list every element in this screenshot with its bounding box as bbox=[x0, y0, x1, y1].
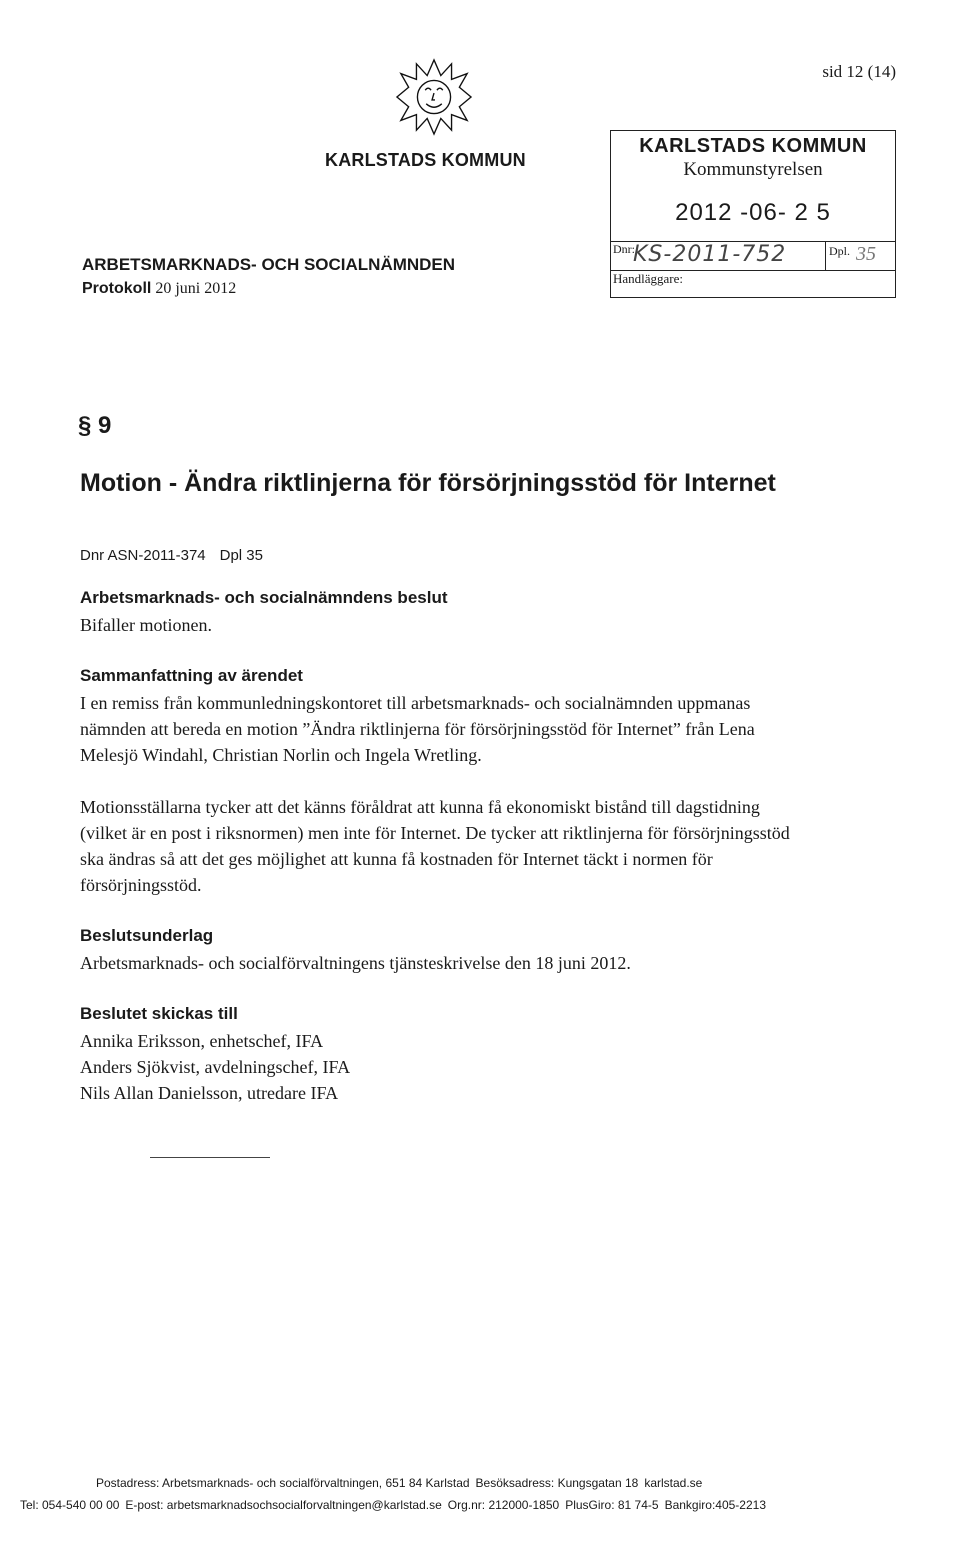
footer-web: karlstad.se bbox=[644, 1476, 703, 1490]
summary-paragraph: Motionsställarna tycker att det känns föråldrat att kunna få ekonomiskt bistånd till dagstidning (vilket är en post i riksnormen) men inte för Internet. De tycker att riktlinjerna för försörjningsstöd ska ändras så att det ges möjlighet att kunna få kostnaden för Internet täckt i normen för försörjningsstöd. bbox=[80, 797, 790, 895]
section-number: § 9 bbox=[78, 412, 112, 439]
decision-heading: Arbetsmarknads- och socialnämndens beslut bbox=[80, 588, 448, 607]
summary-heading: Sammanfattning av ärendet bbox=[80, 666, 303, 685]
protocol-label: Protokoll bbox=[82, 280, 152, 297]
protocol-date: 20 juni 2012 bbox=[155, 280, 237, 297]
stamp-organization: KARLSTADS KOMMUN bbox=[639, 135, 867, 157]
stamp-dnr-row bbox=[611, 241, 895, 271]
footer-email: E-post: arbetsmarknadsochsocialforvaltningen@karlstad.se bbox=[125, 1498, 442, 1512]
reference-dnr: Dnr ASN-2011-374 bbox=[80, 547, 206, 564]
protocol-line bbox=[82, 280, 236, 298]
stamp-dpl-label: Dpl. bbox=[829, 244, 850, 258]
decision-text: Bifaller motionen. bbox=[80, 615, 212, 635]
committee-name: ARBETSMARKNADS- OCH SOCIALNÄMNDEN bbox=[82, 255, 456, 274]
reference-line bbox=[80, 547, 263, 564]
footer-visit: Besöksadress: Kungsgatan 18 bbox=[475, 1476, 639, 1490]
registration-stamp bbox=[610, 130, 896, 298]
sent-to-heading: Beslutet skickas till bbox=[80, 1004, 238, 1023]
sun-face-icon bbox=[395, 58, 473, 136]
stamp-department: Kommunstyrelsen bbox=[683, 159, 823, 180]
recipient-item: Annika Eriksson, enhetschef, IFA bbox=[80, 1031, 324, 1051]
stamp-dnr-value: KS-2011-752 bbox=[633, 242, 787, 267]
recipient-item: Anders Sjökvist, avdelningschef, IFA bbox=[80, 1057, 351, 1077]
footer-plusgiro: PlusGiro: 81 74-5 bbox=[565, 1498, 659, 1512]
footer-bankgiro: Bankgiro:405-2213 bbox=[664, 1498, 766, 1512]
basis-heading: Beslutsunderlag bbox=[80, 926, 214, 945]
stamp-dpl-value: 35 bbox=[856, 243, 876, 265]
stamp-dpl-box bbox=[825, 242, 896, 270]
recipient-item: Nils Allan Danielsson, utredare IFA bbox=[80, 1083, 339, 1103]
footer-postal: Postadress: Arbetsmarknads- och socialförvaltningen, 651 84 Karlstad bbox=[96, 1476, 470, 1490]
stamp-date: 2012 -06- 2 5 bbox=[675, 199, 831, 226]
footer-contact-line bbox=[20, 1498, 772, 1512]
footer-address-line bbox=[96, 1476, 708, 1490]
summary-paragraph: I en remiss från kommunledningskontoret till arbetsmarknads- och socialnämnden uppmanas nämnden att bereda en motion ”Ändra riktlinjerna för försörjningsstöd för Internet” från Lena Melesjö Windahl, Christian Norlin och Ingela Wretling. bbox=[80, 693, 755, 765]
recipient-list bbox=[80, 1028, 350, 1106]
page-number: sid 12 (14) bbox=[822, 62, 896, 81]
stamp-handler-label: Handläggare: bbox=[613, 271, 684, 286]
footer-phone: Tel: 054-540 00 00 bbox=[20, 1498, 120, 1512]
footer-orgnr: Org.nr: 212000-1850 bbox=[447, 1498, 560, 1512]
page-title: Motion - Ändra riktlinjerna för försörjningsstöd för Internet bbox=[80, 469, 776, 497]
stamp-dnr-label: Dnr: bbox=[613, 242, 635, 256]
divider bbox=[150, 1157, 270, 1158]
basis-text: Arbetsmarknads- och socialförvaltningens tjänsteskrivelse den 18 juni 2012. bbox=[80, 953, 631, 973]
reference-dpl: Dpl 35 bbox=[219, 547, 263, 564]
organization-name: KARLSTADS KOMMUN bbox=[325, 150, 526, 170]
